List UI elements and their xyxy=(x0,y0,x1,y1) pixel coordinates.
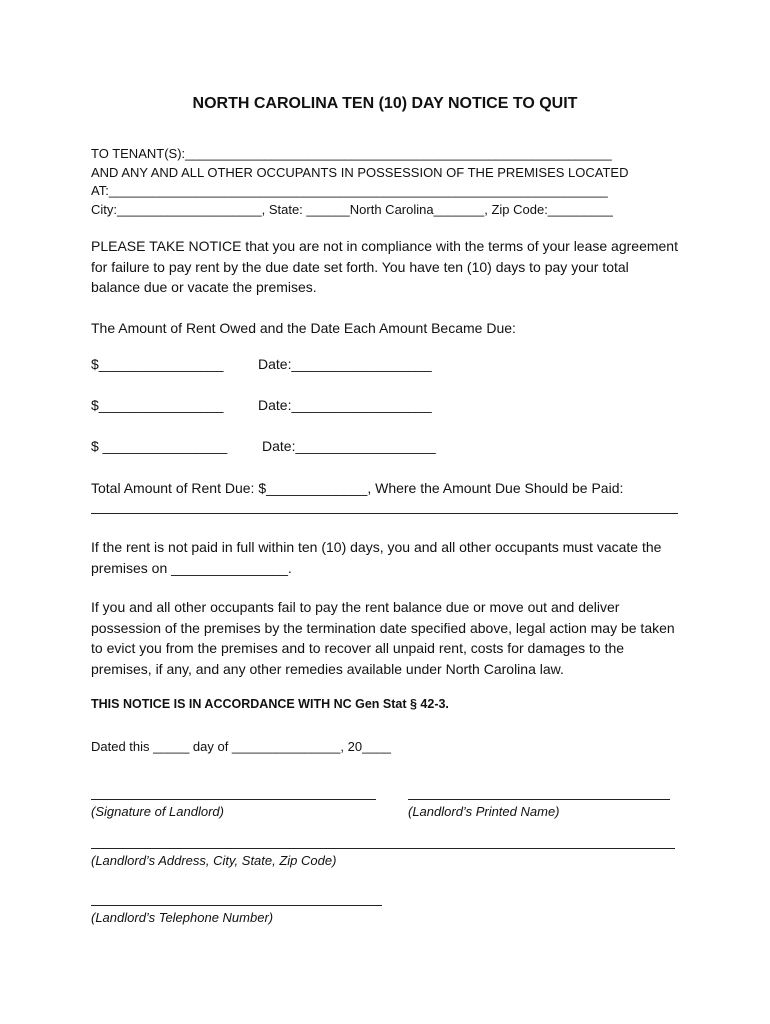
landlord-signature-label: (Signature of Landlord) xyxy=(91,804,224,819)
document-title: NORTH CAROLINA TEN (10) DAY NOTICE TO QUIT xyxy=(192,95,578,112)
notice-paragraph: PLEASE TAKE NOTICE that you are not in compliance with the terms of your lease agreement for failure to pay rent by the due date set forth. You have ten (10) days to pay your total balance due or vacate the premises. xyxy=(91,238,678,295)
statute-notice: THIS NOTICE IS IN ACCORDANCE WITH NC Gen Stat § 42-3. xyxy=(91,697,449,711)
zip-label: , Zip Code:_________ xyxy=(484,202,613,217)
landlord-address-label: (Landlord’s Address, City, State, Zip Code) xyxy=(91,853,337,868)
total-rent-line: Total Amount of Rent Due: $_____________, Where the Amount Due Should be Paid: xyxy=(91,480,624,496)
amounts-heading: The Amount of Rent Owed and the Date Each Amount Became Due: xyxy=(91,320,516,336)
date-field-3: Date:__________________ xyxy=(262,438,436,454)
legal-action-paragraph: If you and all other occupants fail to pay the rent balance due or move out and deliver possession of the premises by the termination date specified above, legal action may be taken to evict you from the premises and to recover all unpaid rent, costs for damages to the premises, if any, and any other remedies available under North Carolina law. xyxy=(91,599,675,677)
state-value: ______North Carolina_______ xyxy=(306,202,485,217)
landlord-telephone-label: (Landlord’s Telephone Number) xyxy=(91,910,274,925)
city-label: City:____________________, State: xyxy=(91,202,307,217)
occupants-line: AND ANY AND ALL OTHER OCCUPANTS IN POSSESSION OF THE PREMISES LOCATED xyxy=(91,165,629,180)
printed-name-line xyxy=(408,799,670,800)
tenant-line: TO TENANT(S):___________________________________________________________ xyxy=(91,146,612,161)
dated-line: Dated this _____ day of _______________, 20____ xyxy=(91,739,391,754)
landlord-telephone-line xyxy=(91,905,382,906)
vacate-paragraph: If the rent is not paid in full within ten (10) days, you and all other occupants must vacate the premises on _______________. xyxy=(91,539,662,576)
printed-name-label: (Landlord’s Printed Name) xyxy=(408,804,560,819)
city-state-zip-line xyxy=(91,202,613,217)
amount-field-3: $ ________________ xyxy=(91,438,228,454)
landlord-signature-line xyxy=(91,799,376,800)
amount-field-1: $________________ xyxy=(91,356,224,372)
date-field-2: Date:__________________ xyxy=(258,397,432,413)
amount-field-2: $________________ xyxy=(91,397,224,413)
payment-location-line xyxy=(91,513,678,514)
landlord-address-line xyxy=(91,848,675,849)
date-field-1: Date:__________________ xyxy=(258,356,432,372)
address-at-line: AT:_____________________________________________________________________ xyxy=(91,183,608,198)
